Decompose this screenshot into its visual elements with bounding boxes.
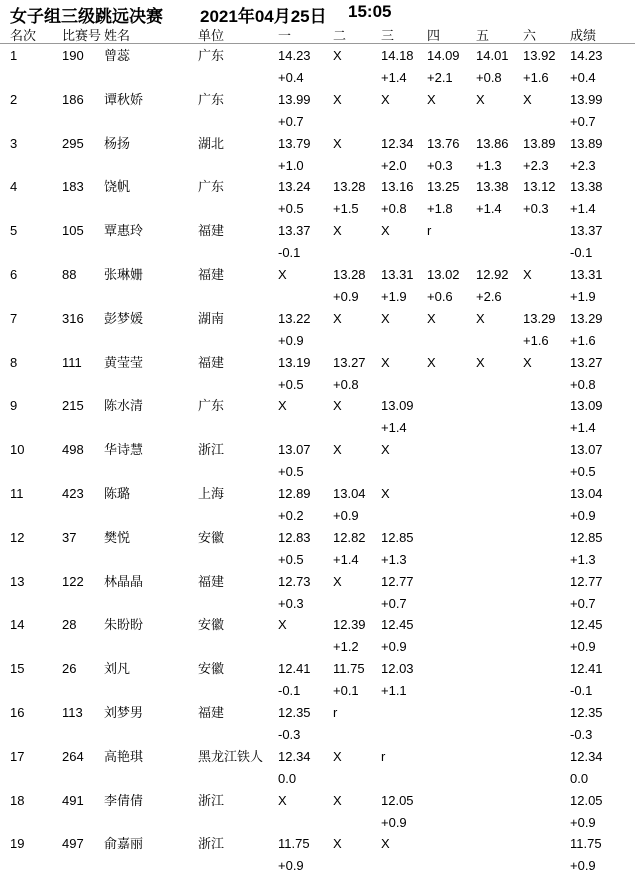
team-cell: 福建 <box>198 354 225 370</box>
table-row <box>0 702 635 746</box>
team-cell: 福建 <box>198 223 225 239</box>
athlete-name-cell: 樊悦 <box>104 529 131 545</box>
attempt-1-wind: -0.1 <box>278 245 301 261</box>
attempt-1-mark: 12.41 <box>278 661 311 677</box>
bib-cell: 113 <box>62 705 83 720</box>
result-wind: +1.9 <box>570 289 596 304</box>
attempt-4-mark: 13.76 <box>427 135 460 151</box>
header-attempt-2: 二 <box>333 28 347 43</box>
attempt-1-mark: X <box>278 267 287 282</box>
attempt-4-mark: 14.09 <box>427 48 460 63</box>
attempt-6-mark: 13.29 <box>523 310 556 326</box>
attempt-1-wind: +1.0 <box>278 157 304 173</box>
athlete-name-cell: 黄莹莹 <box>104 354 144 370</box>
result-wind: -0.1 <box>570 683 593 699</box>
attempt-3-wind: +0.9 <box>381 814 407 830</box>
attempt-3-mark: 12.77 <box>381 573 414 589</box>
bib-cell: 190 <box>62 48 84 63</box>
athlete-name-cell: 曾蕊 <box>104 48 131 63</box>
result-wind: +2.3 <box>570 157 596 173</box>
result-wind: -0.1 <box>570 245 593 261</box>
rank-cell: 3 <box>10 135 18 151</box>
athlete-name-cell: 陈水清 <box>104 398 144 414</box>
attempt-5-mark: 12.92 <box>476 267 509 282</box>
attempt-1-wind: +0.9 <box>278 858 304 874</box>
attempt-2-wind: +0.9 <box>333 508 359 523</box>
attempt-5-wind: +0.8 <box>476 70 502 85</box>
table-row <box>0 395 635 439</box>
result-wind: +0.9 <box>570 858 596 874</box>
header-result: 成绩 <box>570 28 597 43</box>
attempt-1-wind: +0.4 <box>278 70 304 85</box>
attempt-1-wind: +0.9 <box>278 332 304 348</box>
athlete-name-cell: 饶帆 <box>104 179 131 195</box>
rank-cell: 7 <box>10 310 18 326</box>
attempt-1-mark: 13.22 <box>278 310 311 326</box>
bib-cell: 111 <box>62 354 82 370</box>
rank-cell: 18 <box>10 792 25 808</box>
bib-cell: 37 <box>62 529 77 545</box>
table-row <box>0 833 635 877</box>
event-title: 女子组三级跳远决赛 <box>10 7 163 26</box>
attempt-2-wind: +1.5 <box>333 201 359 217</box>
team-cell: 安徽 <box>198 529 225 545</box>
attempt-1-wind: -0.3 <box>278 727 301 742</box>
attempt-3-wind: +1.1 <box>381 683 407 699</box>
attempt-3-mark: 12.34 <box>381 135 414 151</box>
table-row <box>0 352 635 396</box>
header-attempt-3: 三 <box>381 28 395 43</box>
attempt-1-mark: 11.75 <box>278 836 310 852</box>
result-wind: +1.3 <box>570 551 596 567</box>
attempt-5-wind: +2.6 <box>476 289 502 304</box>
result-wind: +1.6 <box>570 332 596 348</box>
attempt-1-mark: 12.73 <box>278 573 311 589</box>
athlete-name-cell: 谭秋娇 <box>104 91 144 107</box>
team-cell: 安徽 <box>198 617 225 633</box>
table-row <box>0 790 635 834</box>
team-cell: 福建 <box>198 705 225 720</box>
attempt-1-mark: X <box>278 617 287 633</box>
attempt-5-wind: +1.3 <box>476 157 502 173</box>
header-attempt-5: 五 <box>476 28 490 43</box>
attempt-1-mark: 14.23 <box>278 48 311 63</box>
attempt-2-mark: X <box>333 91 342 107</box>
attempt-1-mark: 13.79 <box>278 135 311 151</box>
header-attempt-6: 六 <box>523 28 537 43</box>
result-mark: 12.34 <box>570 748 603 764</box>
attempt-2-mark: X <box>333 573 342 589</box>
attempt-1-mark: 12.89 <box>278 486 311 501</box>
attempt-2-mark: X <box>333 310 342 326</box>
attempt-1-mark: X <box>278 398 287 414</box>
result-wind: +0.9 <box>570 639 596 655</box>
team-cell: 湖北 <box>198 135 225 151</box>
attempt-6-wind: +1.6 <box>523 332 549 348</box>
bib-cell: 186 <box>62 91 84 107</box>
rank-cell: 16 <box>10 705 25 720</box>
attempt-3-mark: 13.31 <box>381 267 414 282</box>
result-mark: 13.31 <box>570 267 603 282</box>
rank-cell: 9 <box>10 398 18 414</box>
athlete-name-cell: 覃惠玲 <box>104 223 144 239</box>
table-row <box>0 308 635 352</box>
attempt-1-wind: +0.5 <box>278 464 304 480</box>
attempt-2-mark: 13.27 <box>333 354 366 370</box>
team-cell: 广东 <box>198 398 225 414</box>
result-mark: 13.37 <box>570 223 603 239</box>
table-row <box>0 658 635 702</box>
attempt-3-mark: 12.05 <box>381 792 414 808</box>
table-row <box>0 220 635 264</box>
attempt-6-mark: 13.89 <box>523 135 556 151</box>
athlete-name-cell: 俞嘉丽 <box>104 836 144 852</box>
athlete-name-cell: 彭梦媛 <box>104 310 144 326</box>
attempt-2-mark: X <box>333 836 342 852</box>
attempt-1-wind: +0.2 <box>278 508 304 523</box>
rank-cell: 4 <box>10 179 18 195</box>
header-unit: 单位 <box>198 28 225 43</box>
attempt-1-mark: 13.37 <box>278 223 311 239</box>
attempt-6-wind: +1.6 <box>523 70 549 85</box>
table-row <box>0 483 635 527</box>
page-title <box>0 0 635 24</box>
attempt-2-mark: 12.39 <box>333 617 366 633</box>
rank-cell: 10 <box>10 442 25 458</box>
attempt-1-mark: 13.07 <box>278 442 311 458</box>
team-cell: 广东 <box>198 91 225 107</box>
attempt-6-mark: X <box>523 91 532 107</box>
result-mark: 12.41 <box>570 661 603 677</box>
attempt-2-mark: X <box>333 748 342 764</box>
team-cell: 福建 <box>198 267 225 282</box>
athlete-name-cell: 林晶晶 <box>104 573 144 589</box>
rank-cell: 14 <box>10 617 25 633</box>
result-mark: 13.38 <box>570 179 603 195</box>
header-bib: 比赛号 <box>62 28 102 43</box>
attempt-3-wind: +2.0 <box>381 157 407 173</box>
team-cell: 黑龙江铁人 <box>198 748 264 764</box>
attempt-2-mark: X <box>333 398 342 414</box>
bib-cell: 183 <box>62 179 84 195</box>
attempt-4-mark: X <box>427 310 436 326</box>
attempt-4-mark: X <box>427 354 436 370</box>
result-mark: 13.04 <box>570 486 603 501</box>
attempt-2-wind: +0.8 <box>333 376 359 392</box>
attempt-2-mark: 13.04 <box>333 486 366 501</box>
attempt-3-mark: r <box>381 748 386 764</box>
attempt-2-mark: X <box>333 792 342 808</box>
bib-cell: 295 <box>62 135 84 151</box>
team-cell: 浙江 <box>198 442 225 458</box>
athlete-name-cell: 杨扬 <box>104 135 131 151</box>
table-row <box>0 133 635 177</box>
rank-cell: 19 <box>10 836 25 852</box>
event-time: 15:05 <box>348 2 392 21</box>
bib-cell: 28 <box>62 617 77 633</box>
result-wind: +0.7 <box>570 595 596 611</box>
rank-cell: 17 <box>10 748 25 764</box>
event-date: 2021年04月25日 <box>200 7 327 26</box>
bib-cell: 316 <box>62 310 84 326</box>
athlete-name-cell: 刘凡 <box>104 661 131 677</box>
attempt-5-wind: +1.4 <box>476 201 502 217</box>
result-mark: 12.85 <box>570 529 603 545</box>
attempt-3-mark: X <box>381 310 390 326</box>
attempt-2-mark: 13.28 <box>333 179 366 195</box>
attempt-1-mark: 13.99 <box>278 91 311 107</box>
attempt-6-wind: +0.3 <box>523 201 549 217</box>
table-row <box>0 45 635 89</box>
team-cell: 湖南 <box>198 310 225 326</box>
result-mark: 12.45 <box>570 617 603 633</box>
team-cell: 浙江 <box>198 792 225 808</box>
attempt-1-wind: +0.7 <box>278 113 304 129</box>
attempt-2-mark: 12.82 <box>333 529 366 545</box>
bib-cell: 497 <box>62 836 84 852</box>
attempt-5-mark: 13.86 <box>476 135 509 151</box>
attempt-6-wind: +2.3 <box>523 157 549 173</box>
attempt-2-wind: +0.9 <box>333 289 359 304</box>
rank-cell: 12 <box>10 529 25 545</box>
result-wind: +0.4 <box>570 70 596 85</box>
attempt-5-mark: X <box>476 91 485 107</box>
attempt-1-mark: 12.34 <box>278 748 311 764</box>
attempt-4-mark: 13.02 <box>427 267 460 282</box>
rank-cell: 2 <box>10 91 18 107</box>
attempt-6-mark: 13.92 <box>523 48 556 63</box>
attempt-4-wind: +0.6 <box>427 289 453 304</box>
attempt-5-mark: X <box>476 310 485 326</box>
attempt-4-mark: X <box>427 91 436 107</box>
team-cell: 浙江 <box>198 836 225 852</box>
result-wind: +0.7 <box>570 113 596 129</box>
attempt-3-wind: +0.7 <box>381 595 407 611</box>
bib-cell: 498 <box>62 442 84 458</box>
rank-cell: 11 <box>10 486 24 501</box>
attempt-3-wind: +1.9 <box>381 289 407 304</box>
bib-cell: 264 <box>62 748 84 764</box>
athlete-name-cell: 张琳姗 <box>104 267 144 282</box>
bib-cell: 215 <box>62 398 84 414</box>
rank-cell: 5 <box>10 223 18 239</box>
result-wind: +1.4 <box>570 201 596 217</box>
attempt-1-mark: 13.19 <box>278 354 311 370</box>
result-mark: 13.07 <box>570 442 603 458</box>
athlete-name-cell: 陈璐 <box>104 486 131 501</box>
result-wind: +0.9 <box>570 814 596 830</box>
attempt-3-mark: 12.03 <box>381 661 414 677</box>
attempt-1-wind: +0.5 <box>278 376 304 392</box>
attempt-6-mark: X <box>523 267 532 282</box>
attempt-4-mark: 13.25 <box>427 179 460 195</box>
attempt-2-mark: 13.28 <box>333 267 366 282</box>
attempt-2-mark: r <box>333 705 338 720</box>
attempt-2-mark: X <box>333 223 342 239</box>
result-mark: 14.23 <box>570 48 603 63</box>
bib-cell: 88 <box>62 267 77 282</box>
result-wind: +1.4 <box>570 420 596 436</box>
attempt-2-mark: X <box>333 135 342 151</box>
attempt-1-wind: 0.0 <box>278 770 297 786</box>
result-mark: 11.75 <box>570 836 602 852</box>
attempt-5-mark: 13.38 <box>476 179 509 195</box>
attempt-1-mark: 13.24 <box>278 179 311 195</box>
attempt-1-mark: 12.35 <box>278 705 311 720</box>
result-mark: 13.29 <box>570 310 603 326</box>
attempt-3-mark: 12.85 <box>381 529 414 545</box>
attempt-1-mark: 12.83 <box>278 529 311 545</box>
attempt-1-mark: X <box>278 792 287 808</box>
attempt-6-mark: X <box>523 354 532 370</box>
attempt-2-wind: +0.1 <box>333 683 359 699</box>
bib-cell: 491 <box>62 792 84 808</box>
rank-cell: 15 <box>10 661 25 677</box>
athlete-name-cell: 朱盼盼 <box>104 617 144 633</box>
athlete-name-cell: 高艳琪 <box>104 748 144 764</box>
bib-cell: 105 <box>62 223 84 239</box>
table-row <box>0 176 635 220</box>
attempt-3-wind: +1.4 <box>381 420 407 436</box>
result-mark: 13.89 <box>570 135 603 151</box>
result-mark: 12.35 <box>570 705 603 720</box>
rank-cell: 8 <box>10 354 18 370</box>
result-wind: +0.8 <box>570 376 596 392</box>
header-name: 姓名 <box>104 28 131 43</box>
table-row <box>0 571 635 615</box>
attempt-3-wind: +0.8 <box>381 201 407 217</box>
result-mark: 13.09 <box>570 398 603 414</box>
header-attempt-1: 一 <box>278 28 292 43</box>
attempt-3-mark: X <box>381 486 390 501</box>
team-cell: 广东 <box>198 48 225 63</box>
table-row <box>0 614 635 658</box>
header-rank: 名次 <box>10 28 37 43</box>
athlete-name-cell: 李倩倩 <box>104 792 144 808</box>
attempt-4-wind: +0.3 <box>427 157 453 173</box>
attempt-4-wind: +2.1 <box>427 70 453 85</box>
team-cell: 安徽 <box>198 661 225 677</box>
table-row <box>0 439 635 483</box>
bib-cell: 26 <box>62 661 77 677</box>
athlete-name-cell: 刘梦男 <box>104 705 144 720</box>
team-cell: 上海 <box>198 486 225 501</box>
table-row <box>0 89 635 133</box>
attempt-3-wind: +1.3 <box>381 551 407 567</box>
rank-cell: 6 <box>10 267 18 282</box>
attempt-4-wind: +1.8 <box>427 201 453 217</box>
attempt-1-wind: -0.1 <box>278 683 301 699</box>
result-wind: 0.0 <box>570 770 589 786</box>
result-mark: 12.05 <box>570 792 603 808</box>
attempt-2-wind: +1.2 <box>333 639 359 655</box>
attempt-2-wind: +1.4 <box>333 551 359 567</box>
attempt-4-mark: r <box>427 223 432 239</box>
bib-cell: 423 <box>62 486 84 501</box>
athlete-name-cell: 华诗慧 <box>104 442 144 458</box>
table-row <box>0 527 635 571</box>
result-mark: 12.77 <box>570 573 603 589</box>
team-cell: 广东 <box>198 179 225 195</box>
attempt-3-mark: X <box>381 836 390 852</box>
attempt-3-mark: 14.18 <box>381 48 414 63</box>
bib-cell: 122 <box>62 573 84 589</box>
result-mark: 13.99 <box>570 91 603 107</box>
table-row <box>0 746 635 790</box>
attempt-1-wind: +0.5 <box>278 551 304 567</box>
header-divider <box>0 43 635 44</box>
attempt-3-mark: 13.09 <box>381 398 414 414</box>
attempt-5-mark: X <box>476 354 485 370</box>
rank-cell: 1 <box>10 48 18 63</box>
result-mark: 13.27 <box>570 354 603 370</box>
table-header <box>0 24 635 44</box>
result-wind: +0.9 <box>570 508 596 523</box>
attempt-2-mark: X <box>333 442 342 458</box>
attempt-3-mark: 13.16 <box>381 179 414 195</box>
table-row <box>0 264 635 308</box>
result-wind: +0.5 <box>570 464 596 480</box>
team-cell: 福建 <box>198 573 225 589</box>
attempt-2-mark: X <box>333 48 342 63</box>
result-wind: -0.3 <box>570 727 593 742</box>
attempt-5-mark: 14.01 <box>476 48 509 63</box>
attempt-3-mark: 12.45 <box>381 617 414 633</box>
attempt-6-mark: 13.12 <box>523 179 556 195</box>
attempt-2-mark: 11.75 <box>333 661 365 677</box>
attempt-3-mark: X <box>381 223 390 239</box>
attempt-3-mark: X <box>381 91 390 107</box>
attempt-3-mark: X <box>381 442 390 458</box>
header-attempt-4: 四 <box>427 28 441 43</box>
rank-cell: 13 <box>10 573 25 589</box>
attempt-1-wind: +0.5 <box>278 201 304 217</box>
attempt-3-mark: X <box>381 354 390 370</box>
attempt-3-wind: +1.4 <box>381 70 407 85</box>
attempt-3-wind: +0.9 <box>381 639 407 655</box>
attempt-1-wind: +0.3 <box>278 595 304 611</box>
